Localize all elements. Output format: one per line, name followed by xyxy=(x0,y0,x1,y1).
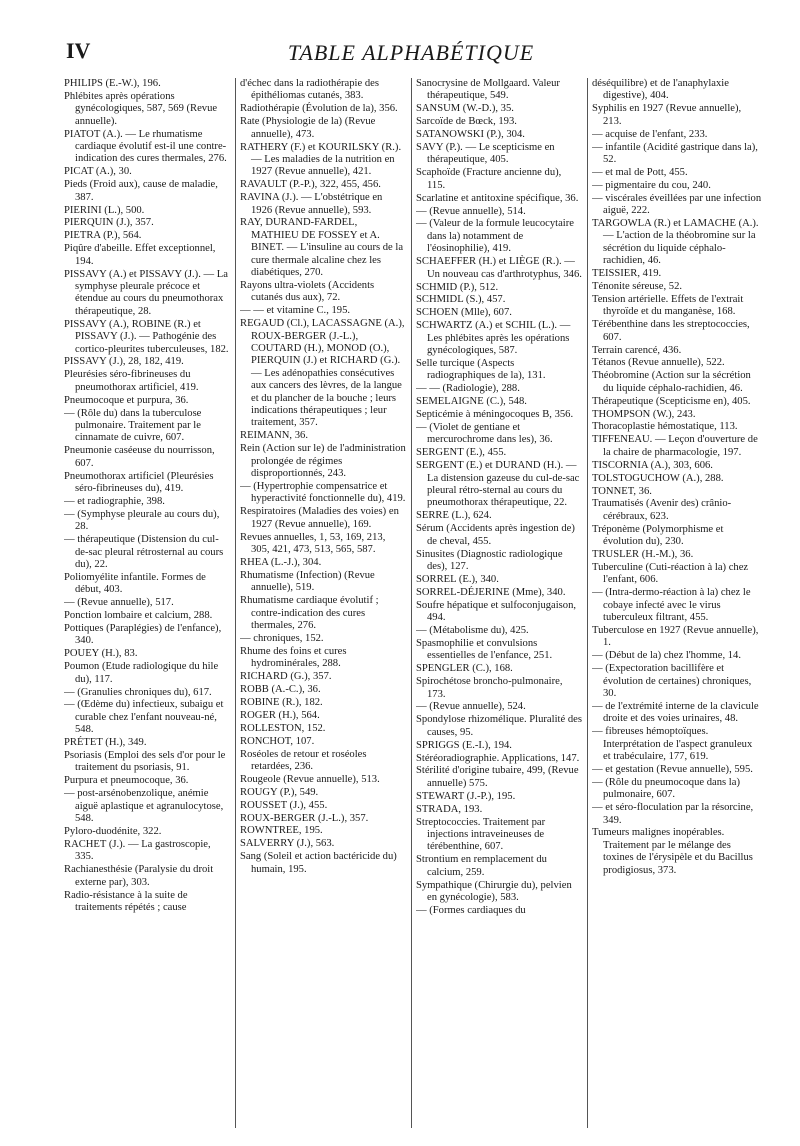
index-column-1 xyxy=(64,78,230,1128)
index-entry: SEMELAIGNE (C.), 548. xyxy=(416,396,527,408)
index-entry: Spondylose rhizomélique. Pluralité des causes, 95. xyxy=(416,714,582,738)
column-rule xyxy=(235,78,236,1128)
index-entry: Pleurésies séro-fibrineuses du pneumothorax artificiel, 419. xyxy=(64,369,199,393)
index-entry: — et séro-floculation par la résorcine, 349. xyxy=(592,802,754,826)
index-entry: Soufre hépatique et sulfoconjugaison, 494. xyxy=(416,599,577,624)
index-entry: TRUSLER (H.-M.), 36. xyxy=(592,549,694,561)
running-title: TABLE ALPHABÉTIQUE xyxy=(287,40,535,65)
index-entry: RATHERY (F.) et KOURILSKY (R.). — Les maladies de la nutrition en 1927 (Revue annuelle), 421. xyxy=(240,141,402,178)
index-entry: Purpura et pneumocoque, 36. xyxy=(64,775,189,787)
index-entry: Ponction lombaire et calcium, 288. xyxy=(64,610,213,622)
index-column-4 xyxy=(592,78,762,1128)
index-entry: Sinusites (Diagnostic radiologique des), 127. xyxy=(416,548,563,572)
index-entry: Rein (Action sur le) de l'administration prolongée de régimes disproportionnés, 243. xyxy=(240,443,406,480)
index-entry: SERRE (L.), 624. xyxy=(416,510,492,522)
index-entry: Rhumatisme (Infection) (Revue annuelle), 519. xyxy=(240,569,375,594)
index-entry: Thoracoplastie hémostatique, 113. xyxy=(592,421,738,433)
index-entry: TISCORNIA (A.), 303, 606. xyxy=(592,459,713,471)
index-entry: Pneumothorax artificiel (Pleurésies séro-fibrineuses du), 419. xyxy=(64,470,214,494)
index-entry: Strontium en remplacement du calcium, 259. xyxy=(416,854,547,878)
index-entry: Traumatisés (Avenir des) crânio-cérébraux, 623. xyxy=(592,498,732,522)
index-entry: TARGOWLA (R.) et LAMACHE (A.). — L'action de la théobromine sur la sécrétion du liquide céphalo-rachidien, 46. xyxy=(592,217,759,267)
index-entry: — chroniques, 152. xyxy=(240,632,324,644)
index-entry: ROUSSET (J.), 455. xyxy=(240,799,328,811)
index-entry: SCHMIDL (S.), 457. xyxy=(416,294,506,306)
index-entry: — — et vitamine C., 195. xyxy=(240,305,351,317)
index-entry: SERGENT (E.), 455. xyxy=(416,447,507,459)
index-entry: Terrain carencé, 436. xyxy=(592,344,682,356)
index-entry: — (Intra-dermo-réaction à la) chez le cobaye infecté avec le virus tuberculeux filtrant, 455. xyxy=(592,587,751,624)
index-entry: TOLSTOGUCHOW (A.), 288. xyxy=(592,472,724,484)
index-entry: Selle turcique (Aspects radiographiques de la), 131. xyxy=(416,357,546,382)
index-columns xyxy=(64,78,764,1128)
index-entry: — (Formes cardiaques du xyxy=(416,904,526,916)
index-entry: SPENGLER (C.), 168. xyxy=(416,663,513,675)
index-entry: — fibreuses hémoptoïques. Interprétation de l'aspect granuleux et trabéculaire, 177, 619. xyxy=(592,726,753,763)
index-entry: d'échec dans la radiothérapie des épithéliomas cutanés, 383. xyxy=(240,78,379,102)
index-entry: Poliomyélite infantile. Formes de début, 403. xyxy=(64,571,206,596)
index-entry: Pieds (Froid aux), cause de maladie, 387. xyxy=(64,179,218,203)
index-entry: — (Revue annuelle), 514. xyxy=(416,205,526,217)
page-number: IV xyxy=(66,38,91,63)
index-entry: TEISSIER, 419. xyxy=(592,268,662,280)
index-entry: SPRIGGS (E.-I.), 194. xyxy=(416,739,512,751)
index-entry: PIERQUIN (J.), 357. xyxy=(64,217,154,229)
index-entry: RICHARD (G.), 357. xyxy=(240,671,332,683)
index-entry: REIMANN, 36. xyxy=(240,430,308,442)
index-entry: PRÉTET (H.), 349. xyxy=(64,737,147,749)
index-entry: Rougeole (Revue annuelle), 513. xyxy=(240,773,380,785)
index-entry: Scaphoïde (Fracture ancienne du), 115. xyxy=(416,167,562,191)
index-entry: Septicémie à méningocoques B, 356. xyxy=(416,409,574,421)
index-entry: — (Revue annuelle), 524. xyxy=(416,701,526,713)
index-entry: — — (Radiologie), 288. xyxy=(416,383,520,395)
index-entry: SORREL-DÉJERINE (Mme), 340. xyxy=(416,586,566,598)
index-entry: TIFFENEAU. — Leçon d'ouverture de la chaire de pharmacologie, 197. xyxy=(592,434,758,458)
index-entry: Revues annuelles, 1, 53, 169, 213, 305, 421, 473, 513, 565, 587. xyxy=(240,531,386,556)
index-entry: Poumon (Etude radiologique du hile du), 117. xyxy=(64,661,219,685)
index-entry: Rachianesthésie (Paralysie du droit externe par), 303. xyxy=(64,864,214,888)
index-entry: Tuberculose en 1927 (Revue annuelle), 1. xyxy=(592,624,759,649)
index-entry: Sanocrysine de Mollgaard. Valeur thérapeutique, 549. xyxy=(416,78,560,102)
index-entry: PHILIPS (E.-W.), 196. xyxy=(64,78,161,89)
index-entry: SORREL (E.), 340. xyxy=(416,573,499,585)
index-entry: — (Violet de gentiane et mercurochrome dans les), 36. xyxy=(416,421,553,446)
index-entry: SCHAEFFER (H.) et LIÈGE (R.). — Un nouveau cas d'arthrotyphus, 346. xyxy=(416,256,582,280)
index-entry: Tétanos (Revue annuelle), 522. xyxy=(592,357,725,369)
index-entry: Rhume des foins et cures hydrominérales, 288. xyxy=(240,645,347,670)
index-entry: Stérilité d'origine tubaire, 499, (Revue annuelle) 575. xyxy=(416,765,579,789)
index-column-3 xyxy=(416,78,582,1128)
index-entry: Rayons ultra-violets (Accidents cutanés dus aux), 72. xyxy=(240,280,375,304)
index-entry: PISSAVY (J.), 28, 182, 419. xyxy=(64,356,184,368)
index-entry: Scarlatine et antitoxine spécifique, 36. xyxy=(416,192,579,204)
index-entry: — (Valeur de la formule leucocytaire dans la) notamment de l'éosinophilie), 419. xyxy=(416,218,574,255)
index-entry: — et gestation (Revue annuelle), 595. xyxy=(592,763,753,775)
index-entry: — post-arsénobenzolique, anémie aiguë aplastique et agranulocytose, 548. xyxy=(64,788,224,825)
index-entry: RAVAULT (P.-P.), 322, 455, 456. xyxy=(240,179,381,191)
index-entry: SATANOWSKI (P.), 304. xyxy=(416,129,525,141)
index-entry: Sympathique (Chirurgie du), pelvien en gynécologie), 583. xyxy=(416,879,572,903)
index-entry: Respiratoires (Maladies des voies) en 1927 (Revue annuelle), 169. xyxy=(240,506,399,530)
index-entry: Ténonite séreuse, 52. xyxy=(592,281,683,292)
index-entry: ROUGY (P.), 549. xyxy=(240,786,319,798)
index-entry: Tumeurs malignes inopérables. Traitement par le mélange des toxines de l'érysipèle et du Bacillus prodigiosus, 373. xyxy=(592,827,753,876)
index-entry: RACHET (J.). — La gastroscopie, 335. xyxy=(64,838,211,863)
index-entry: — (Œdème du) infectieux, subaigu et curable chez l'enfant nouveau-né, 548. xyxy=(64,699,224,736)
index-entry: Streptococcies. Traitement par injections intraveineuses de térébenthine, 607. xyxy=(416,816,546,853)
index-entry: Pottiques (Paraplégies) de l'enfance), 340. xyxy=(64,622,222,647)
index-column-2 xyxy=(240,78,406,1128)
index-entry: RHEA (L.-J.), 304. xyxy=(240,556,322,568)
index-entry: THOMPSON (W.), 243. xyxy=(592,408,696,420)
index-entry: RONCHOT, 107. xyxy=(240,735,315,747)
index-entry: ROBINE (R.), 182. xyxy=(240,696,323,708)
index-entry: Radiothérapie (Évolution de la), 356. xyxy=(240,103,398,115)
index-entry: Spirochétose broncho-pulmonaire, 173. xyxy=(416,676,563,700)
index-entry: Rate (Physiologie de la) (Revue annuelle), 473. xyxy=(240,116,376,140)
index-entry: Roséoles de retour et roséoles retardées, 236. xyxy=(240,748,367,772)
index-entry: Théobromine (Action sur la sécrétion du liquide céphalo-rachidien, 46. xyxy=(592,370,751,394)
index-entry: POUEY (H.), 83. xyxy=(64,648,138,660)
index-entry: — (Expectoration bacillifère et évolution de certaines) chroniques, 30. xyxy=(592,663,752,699)
index-entry: — thérapeutique (Distension du cul-de-sac pleural rétrosternal au cours du), 22. xyxy=(64,534,224,570)
index-entry: ROUX-BERGER (J.-L.), 357. xyxy=(240,812,369,824)
index-entry: PIATOT (A.). — Le rhumatisme cardiaque évolutif est-il une contre-indication des cures thermales, 276. xyxy=(64,128,227,165)
column-rule xyxy=(587,78,588,1128)
index-entry: — viscérales éveillées par une infection aiguë, 222. xyxy=(592,192,762,217)
index-entry: Sérum (Accidents après ingestion de) de cheval, 455. xyxy=(416,523,575,547)
index-entry: — et radiographie, 398. xyxy=(64,495,165,507)
index-entry: — (Hypertrophie compensatrice et hyperactivité fonctionnelle du), 419. xyxy=(240,481,406,505)
index-entry: SALVERRY (J.), 563. xyxy=(240,838,335,850)
index-entry: Spasmophilie et convulsions essentielles de l'enfance, 251. xyxy=(416,637,553,662)
index-entry: SCHOEN (Mlle), 607. xyxy=(416,307,512,319)
index-entry: — (Début de la) chez l'homme, 14. xyxy=(592,650,741,662)
index-entry: PICAT (A.), 30. xyxy=(64,166,132,178)
index-entry: PIERINI (L.), 500. xyxy=(64,204,145,216)
index-entry: — acquise de l'enfant, 233. xyxy=(592,128,708,140)
index-entry: SANSUM (W.-D.), 35. xyxy=(416,103,514,115)
index-entry: — (Granulies chroniques du), 617. xyxy=(64,686,212,698)
index-entry: PISSAVY (A.) et PISSAVY (J.). — La symphyse pleurale précoce et étendue au cours du pneumothorax thérapeutique, 28. xyxy=(64,268,228,317)
index-entry: Piqûre d'abeille. Effet exceptionnel, 194. xyxy=(64,243,216,267)
index-entry: REGAUD (Cl.), LACASSAGNE (A.), ROUX-BERGER (J.-L.), COUTARD (H.), MONOD (O.), PIERQUIN (J.) et RICHARD (G.). — Les adénopathies consécutives aux cancers des lèvres, de la langue et du plancher de la bouche ; leurs indications thérapeutiques ; leur traitement, 357. xyxy=(240,318,405,429)
index-entry: Sang (Soleil et action bactéricide du) humain, 195. xyxy=(240,851,397,875)
index-entry: — (Rôle du) dans la tuberculose pulmonaire. Traitement par le cinnamate de cuivre, 607. xyxy=(64,407,202,444)
index-entry: SCHWARTZ (A.) et SCHIL (L.). — Les phlébites après les opérations gynécologiques, 587. xyxy=(416,320,571,357)
page-header xyxy=(66,38,756,72)
index-entry: ROLLESTON, 152. xyxy=(240,722,326,734)
index-entry: SCHMID (P.), 512. xyxy=(416,281,499,293)
index-entry: — de l'extrémité interne de la clavicule droite et des voies urinaires, 48. xyxy=(592,700,759,725)
index-entry: RAY, DURAND-FARDEL, MATHIEU DE FOSSEY et A. BINET. — L'insuline au cours de la cure thermale alcaline chez les diabétiques, 270. xyxy=(240,217,404,279)
index-entry: ROWNTREE, 195. xyxy=(240,825,323,837)
index-entry: Phlébites après opérations gynécologiques, 587, 569 (Revue annuelle). xyxy=(64,90,218,127)
index-entry: Radio-résistance à la suite de traitements répétés ; cause xyxy=(64,889,188,913)
index-entry: déséquilibre) et de l'anaphylaxie digestive), 404. xyxy=(592,78,729,102)
index-entry: — (Symphyse pleurale au cours du), 28. xyxy=(64,508,220,533)
index-entry: Sarcoïde de Bœck, 193. xyxy=(416,116,517,128)
index-entry: Rhumatisme cardiaque évolutif ; contre-indication des cures thermales, 276. xyxy=(240,595,379,631)
index-entry: — (Métabolisme du), 425. xyxy=(416,624,529,636)
index-entry: ROBB (A.-C.), 36. xyxy=(240,684,321,695)
index-entry: STEWART (J.-P.), 195. xyxy=(416,790,516,802)
index-entry: Tréponème (Polymorphisme et évolution du), 230. xyxy=(592,523,724,548)
index-entry: — infantile (Acidité gastrique dans la), 52. xyxy=(592,141,758,165)
index-entry: TONNET, 36. xyxy=(592,485,652,497)
index-entry: PISSAVY (A.), ROBINE (R.) et PISSAVY (J.). — Pathogénie des cortico-pleurites tuberculeuses, 182. xyxy=(64,318,229,355)
index-entry: Térébenthine dans les streptococcies, 607. xyxy=(592,319,750,343)
index-entry: RAVINA (J.). — L'obstétrique en 1926 (Revue annuelle), 593. xyxy=(240,192,383,216)
index-entry: ROGER (H.), 564. xyxy=(240,709,320,721)
index-entry: Pneumonie caséeuse du nourrisson, 607. xyxy=(64,445,215,469)
index-entry: SERGENT (E.) et DURAND (H.). — La distension gazeuse du cul-de-sac pleural rétro-sternal au cours du pneumothorax thérapeutique, 22. xyxy=(416,460,580,509)
index-entry: — (Revue annuelle), 517. xyxy=(64,597,174,609)
index-entry: PIETRA (P.), 564. xyxy=(64,230,142,242)
index-entry: STRADA, 193. xyxy=(416,803,483,815)
index-entry: Psoriasis (Emploi des sels d'or pour le traitement du psoriasis, 91. xyxy=(64,750,226,774)
column-rule xyxy=(411,78,412,1128)
index-entry: — pigmentaire du cou, 240. xyxy=(592,179,711,191)
index-entry: Pneumocoque et purpura, 36. xyxy=(64,394,189,406)
index-entry: Tension artérielle. Effets de l'extrait thyroïde et du manganèse, 168. xyxy=(592,293,744,318)
index-entry: — (Rôle du pneumocoque dans la) pulmonaire, 607. xyxy=(592,776,740,801)
index-entry: Stéréoradiographie. Applications, 147. xyxy=(416,752,580,764)
index-entry: Thérapeutique (Scepticisme en), 405. xyxy=(592,395,751,407)
index-entry: SAVY (P.). — Le scepticisme en thérapeutique, 405. xyxy=(416,142,555,166)
index-entry: Tuberculine (Cuti-réaction à la) chez l'enfant, 606. xyxy=(592,561,749,586)
index-entry: — et mal de Pott, 455. xyxy=(592,166,688,178)
index-entry: Pyloro-duodénite, 322. xyxy=(64,825,162,837)
index-entry: Syphilis en 1927 (Revue annuelle), 213. xyxy=(592,103,742,127)
